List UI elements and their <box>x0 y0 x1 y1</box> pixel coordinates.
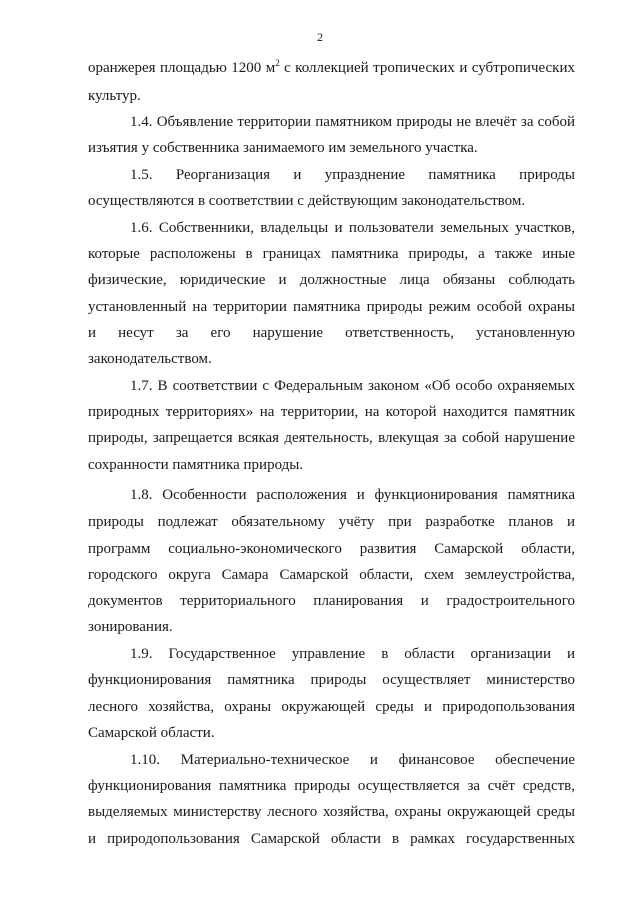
text-line: 1.4. Объявление территории памятником природы не влечёт за собой <box>130 114 575 130</box>
text-line: природы подлежат обязательному учёту при разработке планов и <box>88 514 575 530</box>
text-line: зонирования. <box>88 619 173 635</box>
text-line: Самарской области. <box>88 725 215 741</box>
text-line: природных территориях» на территории, на которой находится памятник <box>88 404 575 420</box>
text-line: программ социально-экономического развития Самарской области, <box>88 541 575 557</box>
text-line: осуществляются в соответствии с действующим законодательством. <box>88 193 526 209</box>
text-line: выделяемых министерству лесного хозяйства, охраны окружающей среды <box>88 804 575 820</box>
text-line: 1.5. Реорганизация и упразднение памятника природы <box>130 167 575 183</box>
text-line: и природопользования Самарской области в рамках государственных <box>88 831 575 847</box>
text-line: функционирования памятника природы осуществляет министерство <box>88 672 575 688</box>
text-line: установленный на территории памятника природы режим особой охраны <box>88 299 575 315</box>
text-line: изъятия у собственника занимаемого им земельного участка. <box>88 140 478 156</box>
text-line: 1.10. Материально-техническое и финансовое обеспечение <box>130 752 575 768</box>
text-line: законодательством. <box>88 351 212 367</box>
text-line: документов территориального планирования и градостроительного <box>88 593 575 609</box>
text-line: природы, запрещается всякая деятельность, влекущая за собой нарушение <box>88 430 575 446</box>
text-line: 1.7. В соответствии с Федеральным законом «Об особо охраняемых <box>130 378 575 394</box>
text-line: 1.9. Государственное управление в области организации и <box>130 646 575 662</box>
text-line: физические, юридические и должностные лица обязаны соблюдать <box>88 272 575 288</box>
text-line: сохранности памятника природы. <box>88 457 304 473</box>
text-line: городского округа Самара Самарской области, схем землеустройства, <box>88 567 575 583</box>
page-number: 2 <box>317 30 323 44</box>
text-line: 1.8. Особенности расположения и функционирования памятника <box>130 487 575 503</box>
text-line: культур. <box>88 88 141 104</box>
text-line: 1.6. Собственники, владельцы и пользователи земельных участков, <box>130 220 575 236</box>
text-line: лесного хозяйства, охраны окружающей среды и природопользования <box>88 699 575 715</box>
text-line: которые расположены в границах памятника природы, а также иные <box>88 246 575 262</box>
text-line: и несут за его нарушение ответственность, установленную <box>88 325 575 341</box>
text-line: оранжерея площадью 1200 $м^2$ с коллекцией тропических и субтропических <box>88 58 575 76</box>
text-line: функционирования памятника природы осуществляется за счёт средств, <box>88 778 575 794</box>
